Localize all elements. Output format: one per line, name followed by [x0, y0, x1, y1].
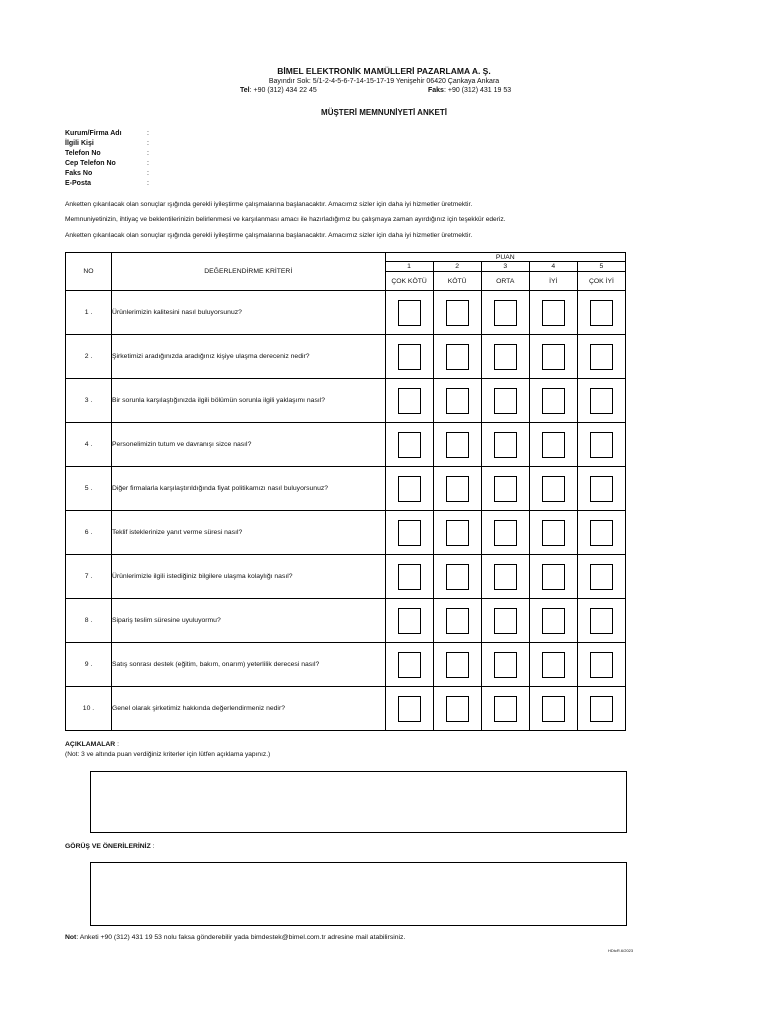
score-checkbox-1[interactable]	[398, 432, 421, 458]
score-cell	[577, 599, 625, 643]
question-number: 5 .	[66, 467, 112, 511]
score-number-5: 5	[577, 262, 625, 272]
info-label: E-Posta	[65, 180, 92, 187]
score-cell	[481, 643, 529, 687]
question-text: Personelimizin tutum ve davranışı sizce nasıl?	[111, 423, 385, 467]
score-cell	[529, 467, 577, 511]
score-cell	[529, 555, 577, 599]
question-number: 3 .	[66, 379, 112, 423]
score-checkbox-4[interactable]	[542, 652, 565, 678]
score-cell	[529, 379, 577, 423]
score-checkbox-1[interactable]	[398, 344, 421, 370]
score-cell	[385, 643, 433, 687]
score-checkbox-1[interactable]	[398, 388, 421, 414]
score-cell	[481, 467, 529, 511]
score-cell	[577, 379, 625, 423]
score-label-2: KÖTÜ	[433, 272, 481, 291]
score-cell	[529, 643, 577, 687]
score-cell	[385, 423, 433, 467]
score-cell	[481, 687, 529, 731]
score-checkbox-3[interactable]	[494, 432, 517, 458]
info-row-phone[interactable]: Telefon No :	[65, 150, 149, 157]
score-cell	[385, 555, 433, 599]
info-row-contact-person[interactable]: İlgili Kişi :	[65, 140, 149, 147]
score-cell	[529, 599, 577, 643]
score-checkbox-2[interactable]	[446, 344, 469, 370]
score-checkbox-3[interactable]	[494, 652, 517, 678]
question-text: Satış sonrası destek (eğitim, bakım, onarım) yeterlilik derecesi nasıl?	[111, 643, 385, 687]
footer-note-text: : Anketi +90 (312) 431 19 53 nolu faksa gönderebilir yada bimdestek@bimel.com.tr adresine mail atabilirsiniz.	[76, 934, 406, 941]
question-text: Şirketimizi aradığınızda aradığınız kişiye ulaşma dereceniz nedir?	[111, 335, 385, 379]
score-checkbox-2[interactable]	[446, 432, 469, 458]
score-checkbox-5[interactable]	[590, 520, 613, 546]
score-checkbox-2[interactable]	[446, 520, 469, 546]
score-cell	[577, 511, 625, 555]
score-checkbox-3[interactable]	[494, 564, 517, 590]
score-checkbox-5[interactable]	[590, 300, 613, 326]
explanations-heading: AÇIKLAMALAR :	[65, 741, 119, 748]
survey-title: MÜŞTERİ MEMNUNİYETİ ANKETİ	[321, 108, 447, 117]
fax-line	[428, 87, 511, 94]
score-checkbox-3[interactable]	[494, 344, 517, 370]
score-checkbox-1[interactable]	[398, 652, 421, 678]
table-row	[66, 291, 626, 335]
table-row	[66, 379, 626, 423]
score-checkbox-2[interactable]	[446, 652, 469, 678]
score-label-5: ÇOK İYİ	[577, 272, 625, 291]
score-cell	[529, 335, 577, 379]
score-number-3: 3	[481, 262, 529, 272]
score-checkbox-3[interactable]	[494, 300, 517, 326]
info-row-company[interactable]: Kurum/Firma Adı :	[65, 130, 149, 137]
score-cell	[385, 511, 433, 555]
score-checkbox-1[interactable]	[398, 300, 421, 326]
score-cell	[385, 599, 433, 643]
score-checkbox-3[interactable]	[494, 388, 517, 414]
score-label-4: İYİ	[529, 272, 577, 291]
score-cell	[433, 379, 481, 423]
question-number: 10 .	[66, 687, 112, 731]
score-checkbox-2[interactable]	[446, 300, 469, 326]
score-checkbox-5[interactable]	[590, 564, 613, 590]
score-checkbox-1[interactable]	[398, 696, 421, 722]
info-row-fax[interactable]: Faks No :	[65, 170, 149, 177]
question-number: 2 .	[66, 335, 112, 379]
table-row	[66, 423, 626, 467]
info-row-email[interactable]: E-Posta :	[65, 180, 149, 187]
suggestions-textbox[interactable]	[90, 862, 627, 926]
score-checkbox-1[interactable]	[398, 608, 421, 634]
phone-label: Tel	[240, 87, 250, 94]
score-cell	[385, 687, 433, 731]
score-checkbox-5[interactable]	[590, 344, 613, 370]
score-group-header: PUAN	[385, 253, 625, 262]
score-cell	[481, 291, 529, 335]
score-cell	[433, 599, 481, 643]
phone-value: : +90 (312) 434 22 45	[249, 87, 317, 94]
score-cell	[481, 555, 529, 599]
score-label-3: ORTA	[481, 272, 529, 291]
question-number: 8 .	[66, 599, 112, 643]
score-cell	[385, 335, 433, 379]
score-checkbox-4[interactable]	[542, 432, 565, 458]
document-code: HDtcR.6/2023	[608, 948, 634, 953]
score-checkbox-2[interactable]	[446, 476, 469, 502]
intro-paragraph-3: Anketten çıkarılacak olan sonuçlar ışığında gerekli iyileştirme çalışmalarına başlanacaktır. Amacımız sizler için daha iyi hizmetler üretmektir.	[65, 232, 473, 239]
score-cell	[577, 687, 625, 731]
score-checkbox-2[interactable]	[446, 564, 469, 590]
suggestions-heading: GÖRÜŞ VE ÖNERİLERİNİZ :	[65, 843, 155, 850]
info-label: Faks No	[65, 170, 93, 177]
score-checkbox-4[interactable]	[542, 300, 565, 326]
table-row	[66, 599, 626, 643]
fax-label: Faks	[428, 87, 444, 94]
score-cell	[385, 291, 433, 335]
suggestions-label: GÖRÜŞ VE ÖNERİLERİNİZ	[65, 843, 151, 850]
score-checkbox-5[interactable]	[590, 696, 613, 722]
info-label: Telefon No	[65, 150, 101, 157]
question-text: Bir sorunla karşılaştığınızda ilgili bölümün sorunla ilgili yaklaşımı nasıl?	[111, 379, 385, 423]
question-number: 6 .	[66, 511, 112, 555]
score-checkbox-4[interactable]	[542, 696, 565, 722]
question-text: Genel olarak şirketimiz hakkında değerlendirmeniz nedir?	[111, 687, 385, 731]
explanations-label: AÇIKLAMALAR	[65, 741, 116, 748]
score-cell	[433, 511, 481, 555]
score-cell	[577, 335, 625, 379]
phone-line	[240, 87, 317, 94]
company-address: Bayındır Sok: 5/1-2-4-5-6-7-14-15-17-19 Yenişehir 06420 Çankaya Ankara	[268, 78, 500, 85]
score-cell	[481, 423, 529, 467]
score-checkbox-5[interactable]	[590, 652, 613, 678]
score-number-2: 2	[433, 262, 481, 272]
score-checkbox-2[interactable]	[446, 608, 469, 634]
score-cell	[577, 423, 625, 467]
score-cell	[529, 423, 577, 467]
company-name: BİMEL ELEKTRONİK MAMÜLLERİ PAZARLAMA A. Ş.	[277, 66, 491, 76]
info-label: Cep Telefon No	[65, 160, 116, 167]
score-checkbox-2[interactable]	[446, 696, 469, 722]
score-checkbox-4[interactable]	[542, 520, 565, 546]
question-number: 1 .	[66, 291, 112, 335]
score-number-1: 1	[385, 262, 433, 272]
footer-note-label: Not	[65, 934, 77, 941]
question-number: 9 .	[66, 643, 112, 687]
question-text: Ürünlerimizin kalitesini nasıl buluyorsunuz?	[111, 291, 385, 335]
table-row	[66, 335, 626, 379]
criteria-column-header: DEĞERLENDİRME KRİTERİ	[111, 253, 385, 291]
score-cell	[577, 555, 625, 599]
score-cell	[433, 643, 481, 687]
table-row	[66, 687, 626, 731]
score-number-4: 4	[529, 262, 577, 272]
score-cell	[529, 511, 577, 555]
footer-note	[65, 934, 405, 941]
score-checkbox-4[interactable]	[542, 564, 565, 590]
table-header-row-1	[66, 253, 626, 262]
score-checkbox-5[interactable]	[590, 608, 613, 634]
score-cell	[529, 687, 577, 731]
score-checkbox-3[interactable]	[494, 608, 517, 634]
question-text: Ürünlerimizle ilgili istediğiniz bilgilere ulaşma kolaylığı nasıl?	[111, 555, 385, 599]
table-row	[66, 555, 626, 599]
score-cell	[433, 687, 481, 731]
score-cell	[481, 511, 529, 555]
score-checkbox-4[interactable]	[542, 476, 565, 502]
score-checkbox-2[interactable]	[446, 388, 469, 414]
score-checkbox-3[interactable]	[494, 520, 517, 546]
score-cell	[577, 291, 625, 335]
table-row	[66, 643, 626, 687]
question-number: 7 .	[66, 555, 112, 599]
score-cell	[481, 335, 529, 379]
score-checkbox-1[interactable]	[398, 520, 421, 546]
score-checkbox-4[interactable]	[542, 608, 565, 634]
info-label: İlgili Kişi	[65, 140, 94, 147]
table-row	[66, 511, 626, 555]
score-checkbox-1[interactable]	[398, 476, 421, 502]
intro-paragraph-1: Anketten çıkarılacak olan sonuçlar ışığında gerekli iyileştirme çalışmalarına başlanacaktır. Amacımız sizler için daha iyi hizmetler üretmektir.	[65, 201, 473, 208]
table-row	[66, 467, 626, 511]
question-text: Sipariş teslim süresine uyuluyormu?	[111, 599, 385, 643]
score-checkbox-1[interactable]	[398, 564, 421, 590]
score-cell	[433, 291, 481, 335]
info-row-mobile[interactable]: Cep Telefon No :	[65, 160, 149, 167]
score-cell	[529, 291, 577, 335]
score-cell	[433, 555, 481, 599]
score-checkbox-4[interactable]	[542, 344, 565, 370]
question-number: 4 .	[66, 423, 112, 467]
question-text: Teklif isteklerinize yanıt verme süresi nasıl?	[111, 511, 385, 555]
score-cell	[433, 423, 481, 467]
no-column-header: NO	[66, 253, 112, 291]
question-text: Diğer firmalarla karşılaştırıldığında fiyat politikamızı nasıl buluyorsunuz?	[111, 467, 385, 511]
score-checkbox-5[interactable]	[590, 388, 613, 414]
score-checkbox-4[interactable]	[542, 388, 565, 414]
evaluation-table	[65, 252, 626, 731]
fax-value: : +90 (312) 431 19 53	[443, 87, 512, 94]
explanations-textbox[interactable]	[90, 771, 627, 833]
score-checkbox-5[interactable]	[590, 432, 613, 458]
info-label: Kurum/Firma Adı	[65, 130, 122, 137]
intro-paragraph-2: Memnuniyetinizin, ihtiyaç ve beklentilerinizin belirlenmesi ve karşılanması amacı ile hazırladığımız bu çalışmaya zaman ayırdığınız için teşekkür ederiz.	[65, 216, 506, 223]
score-checkbox-3[interactable]	[494, 696, 517, 722]
score-cell	[577, 643, 625, 687]
score-cell	[385, 379, 433, 423]
score-label-1: ÇOK KÖTÜ	[385, 272, 433, 291]
score-cell	[481, 379, 529, 423]
explanations-note: (Not: 3 ve altında puan verdiğiniz kriterler için lütfen açıklama yapınız.)	[65, 751, 271, 758]
score-cell	[385, 467, 433, 511]
score-checkbox-5[interactable]	[590, 476, 613, 502]
score-cell	[433, 467, 481, 511]
score-cell	[481, 599, 529, 643]
score-cell	[433, 335, 481, 379]
score-cell	[577, 467, 625, 511]
score-checkbox-3[interactable]	[494, 476, 517, 502]
